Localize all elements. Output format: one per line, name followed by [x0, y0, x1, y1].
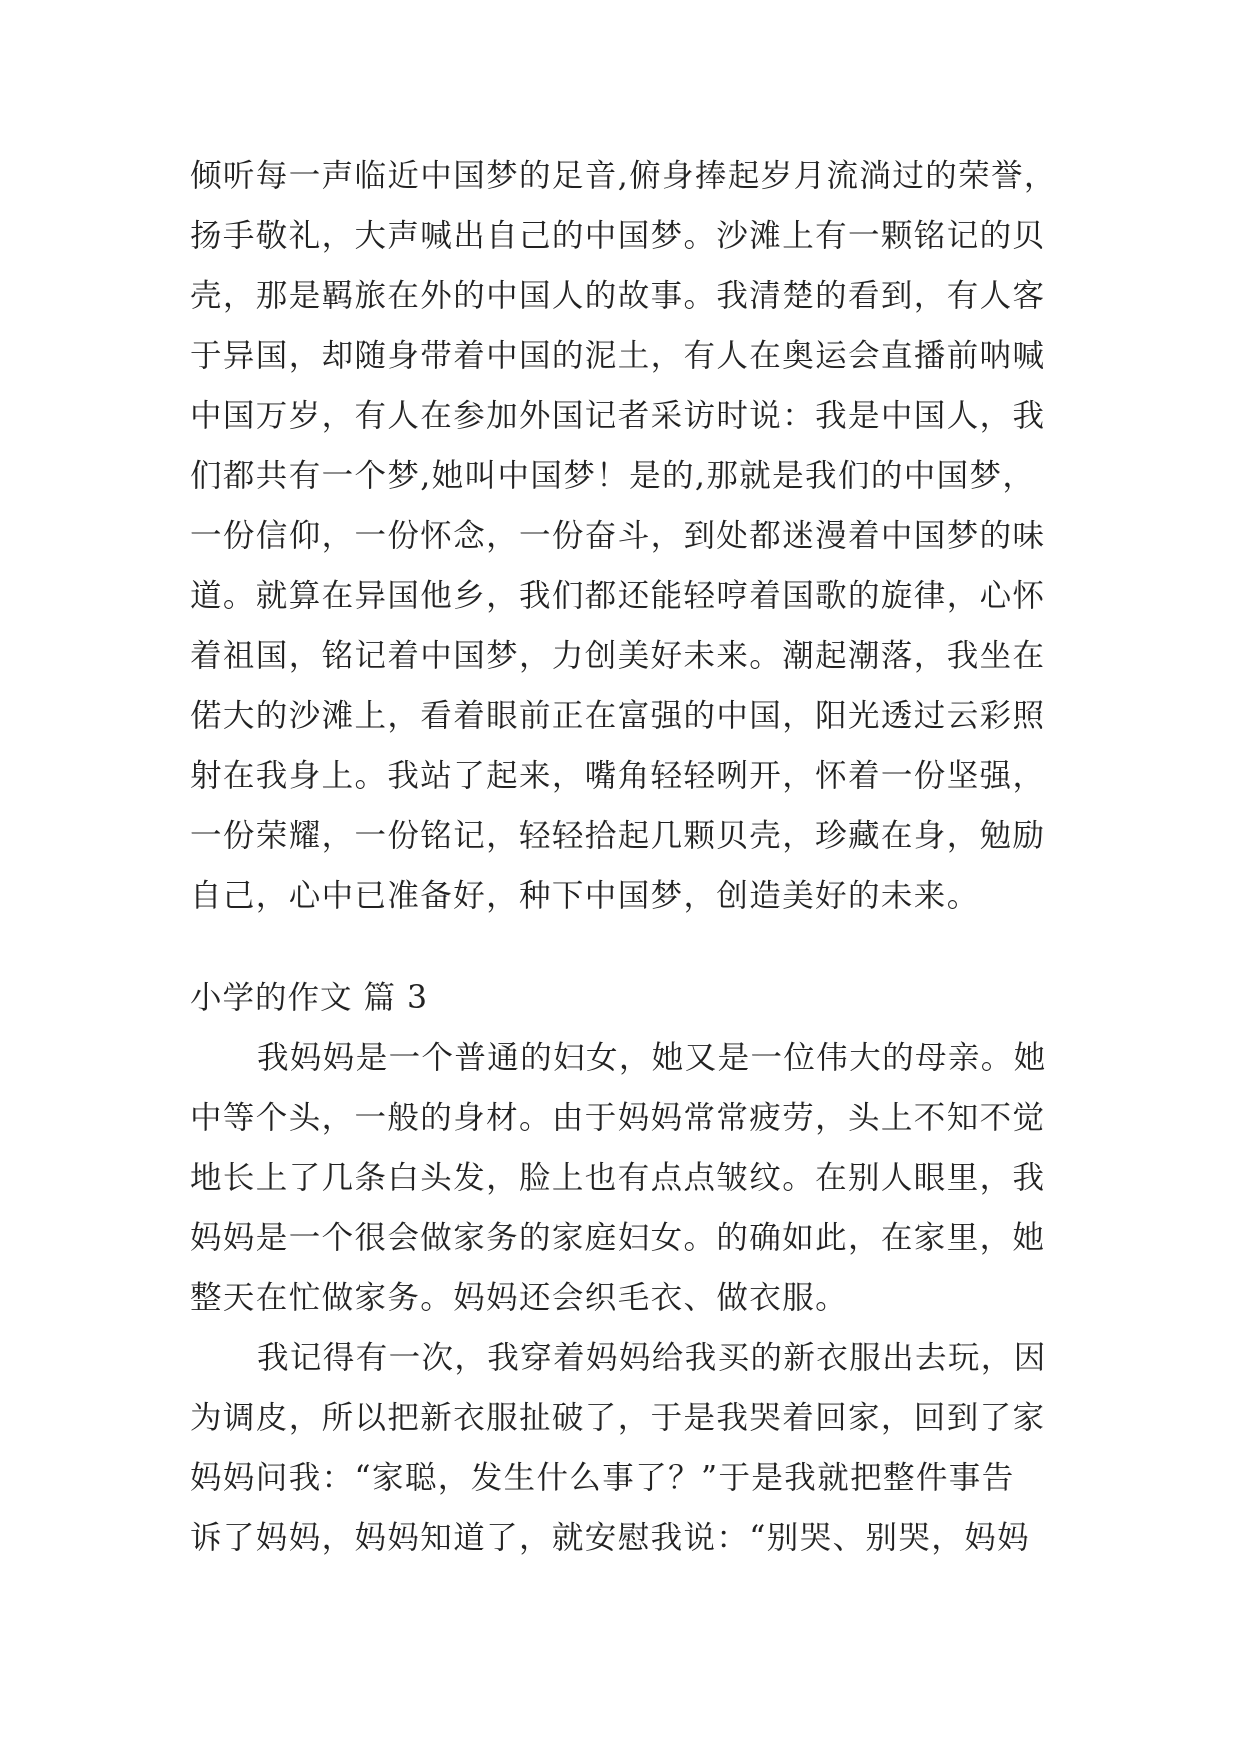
text-line: 妈妈是一个很会做家务的家庭妇女。的确如此，在家里，她	[190, 1220, 1046, 1256]
text-line: 妈妈问我：“家聪，发生什么事了？”于是我就把整件事告	[190, 1460, 1015, 1496]
text-line: 着祖国，铭记着中国梦，力创美好未来。潮起潮落，我坐在	[190, 638, 1046, 674]
text-line: 扬手敬礼，大声喊出自己的中国梦。沙滩上有一颗铭记的贝	[190, 218, 1046, 254]
section-heading: 小学的作文 篇 3	[190, 980, 429, 1016]
text-line: 中国万岁，有人在参加外国记者采访时说：我是中国人，我	[190, 398, 1046, 434]
text-line: 地长上了几条白头发，脸上也有点点皱纹。在别人眼里，我	[190, 1160, 1046, 1196]
text-line: 一份信仰，一份怀念，一份奋斗，到处都迷漫着中国梦的味	[190, 518, 1046, 554]
text-line: 我妈妈是一个普通的妇女，她又是一位伟大的母亲。她	[257, 1040, 1047, 1076]
text-line: 们都共有一个梦,她叫中国梦！是的,那就是我们的中国梦，	[190, 458, 1036, 494]
text-line: 中等个头，一般的身材。由于妈妈常常疲劳，头上不知不觉	[190, 1100, 1046, 1136]
text-line: 壳，那是羁旅在外的中国人的故事。我清楚的看到，有人客	[190, 278, 1046, 314]
text-line: 一份荣耀，一份铭记，轻轻拾起几颗贝壳，珍藏在身，勉励	[190, 818, 1046, 854]
text-line: 诉了妈妈，妈妈知道了，就安慰我说：“别哭、别哭，妈妈	[190, 1520, 1031, 1556]
text-line: 射在我身上。我站了起来，嘴角轻轻咧开，怀着一份坚强，	[190, 758, 1046, 794]
text-line: 为调皮，所以把新衣服扯破了，于是我哭着回家，回到了家	[190, 1400, 1046, 1436]
text-line: 倾听每一声临近中国梦的足音,俯身捧起岁月流淌过的荣誉，	[190, 158, 1057, 194]
text-line: 自己，心中已准备好，种下中国梦，创造美好的未来。	[190, 878, 980, 914]
text-line: 偌大的沙滩上，看着眼前正在富强的中国，阳光透过云彩照	[190, 698, 1046, 734]
text-line: 我记得有一次，我穿着妈妈给我买的新衣服出去玩，因	[257, 1340, 1047, 1376]
text-line: 道。就算在异国他乡，我们都还能轻哼着国歌的旋律，心怀	[190, 578, 1046, 614]
text-line: 于异国，却随身带着中国的泥土，有人在奥运会直播前呐喊	[190, 338, 1046, 374]
text-line: 整天在忙做家务。妈妈还会织毛衣、做衣服。	[190, 1280, 849, 1316]
